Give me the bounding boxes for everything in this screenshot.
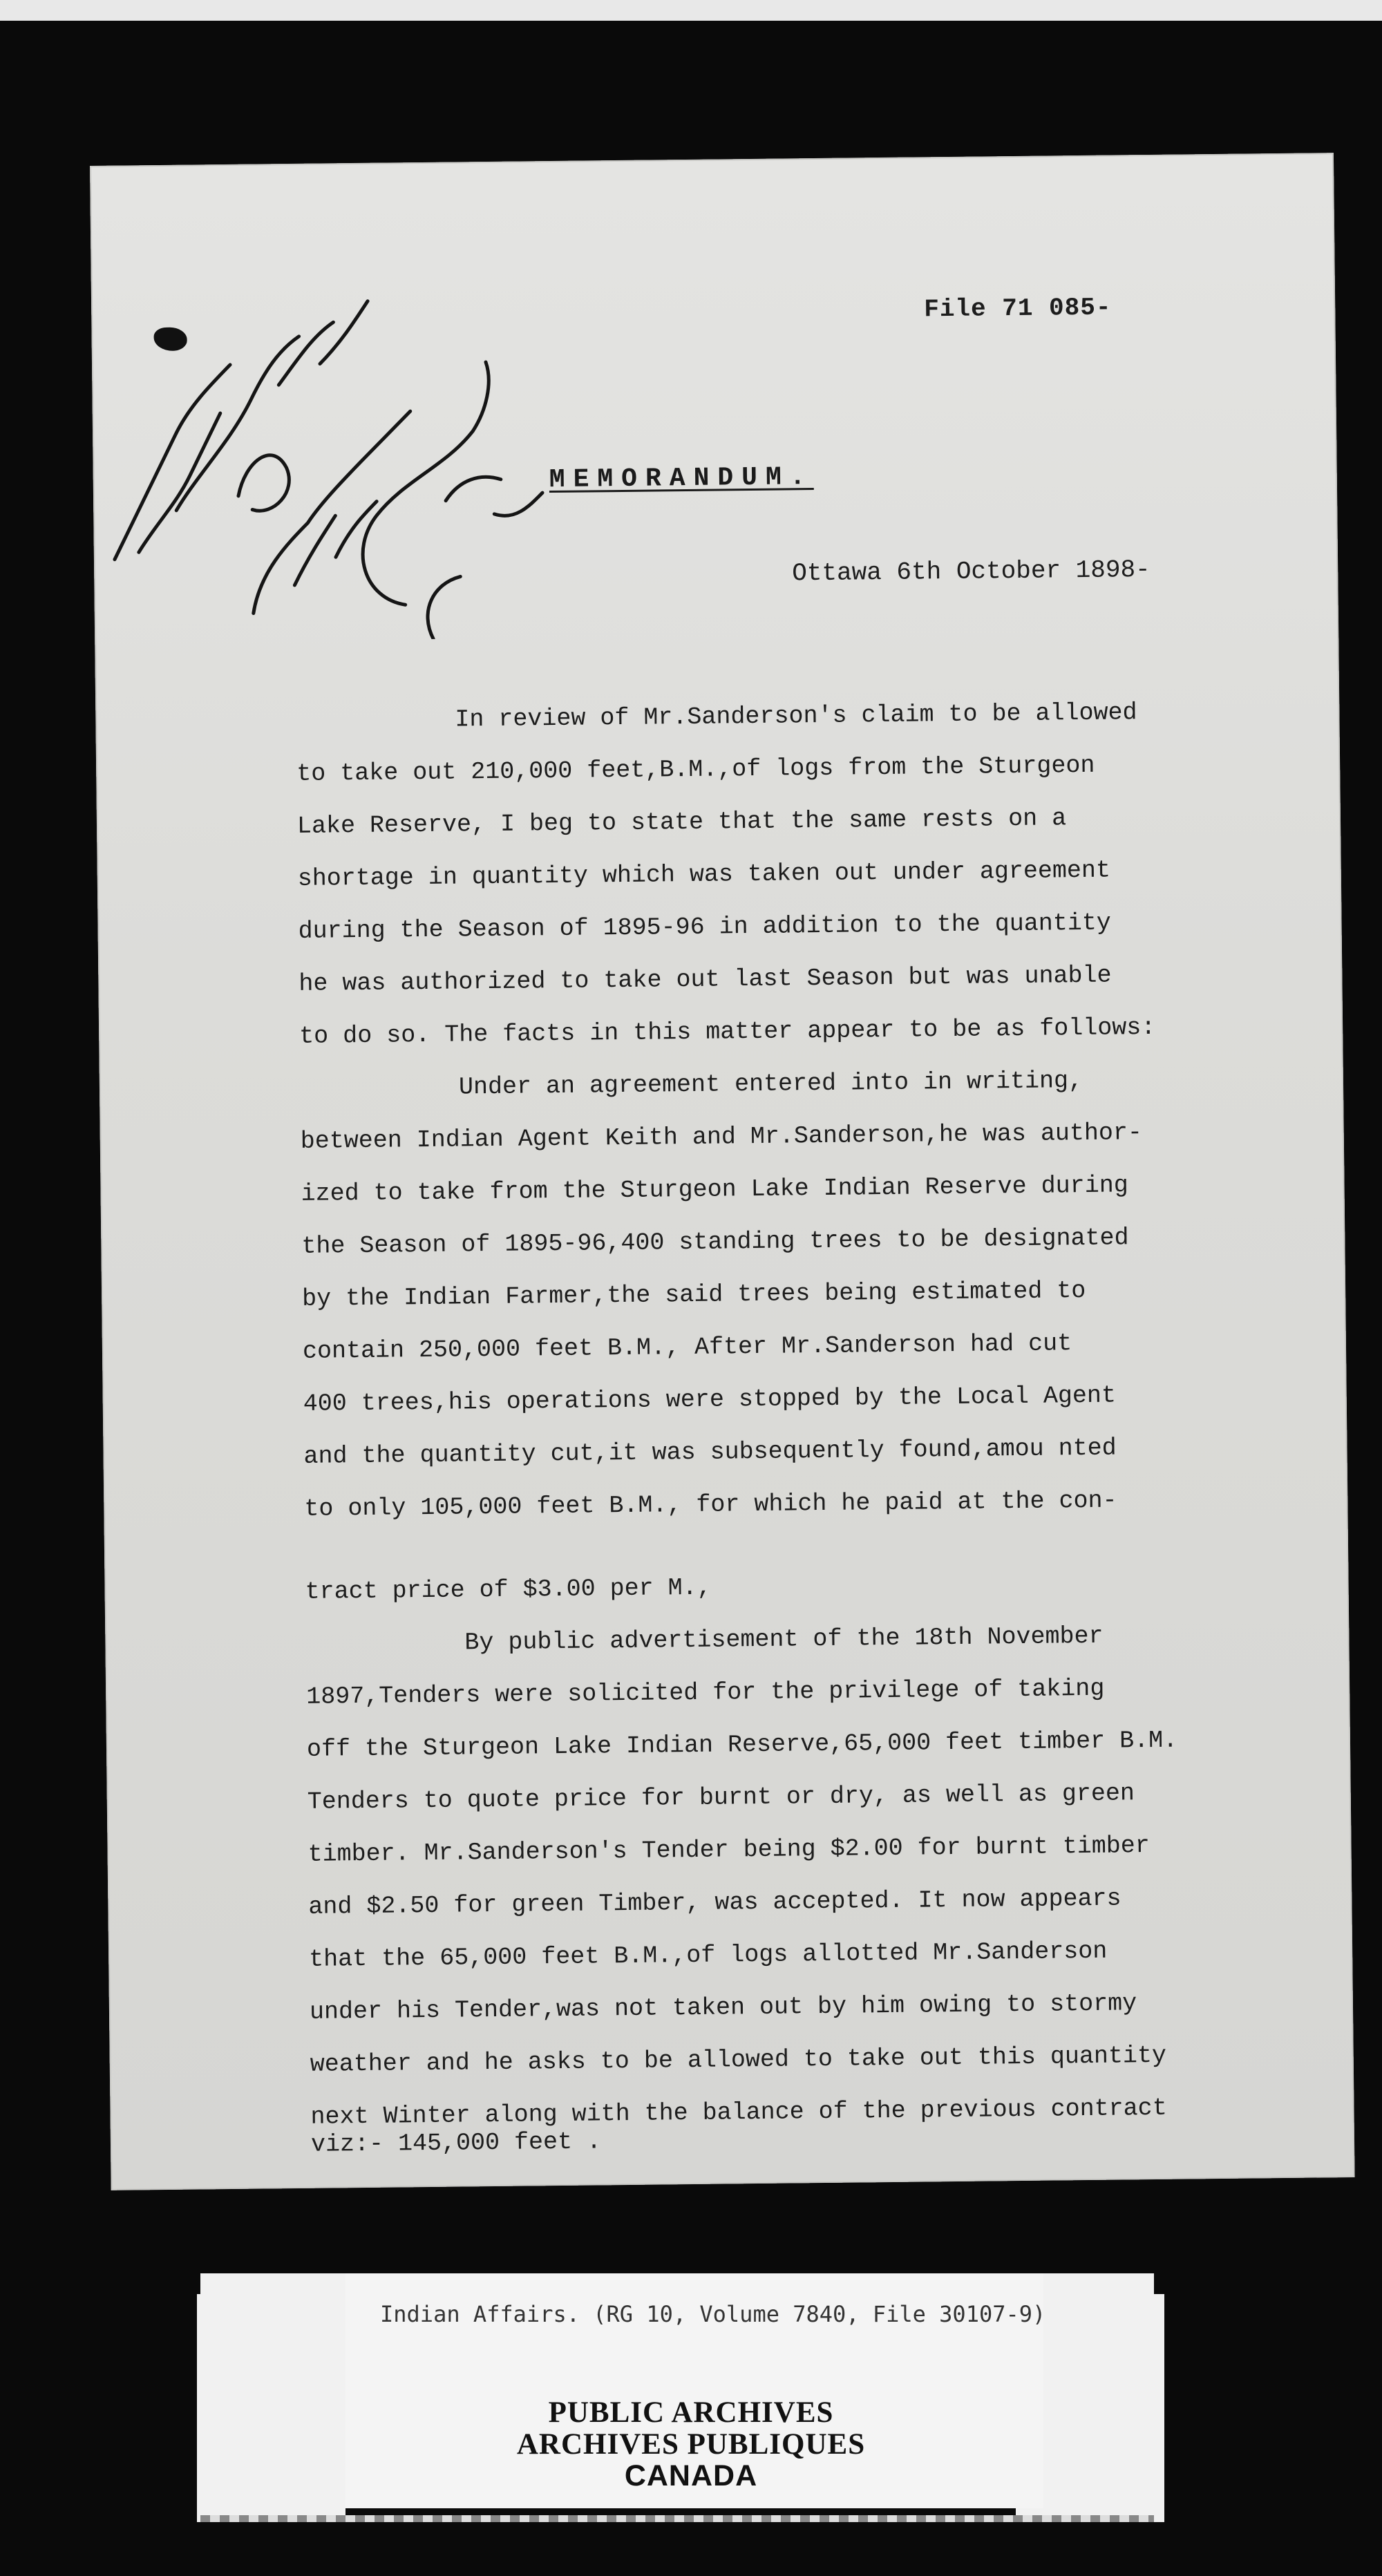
file-number: File 71 085- <box>924 293 1112 324</box>
text-line: Tenders to quote price for burnt or dry, as well as green <box>307 1779 1135 1816</box>
text-line: Lake Reserve, I beg to state that the same rests on a <box>296 804 1067 840</box>
archive-line-1: PUBLIC ARCHIVES <box>548 2396 834 2429</box>
text-line: shortage in quantity which was taken out under agreement <box>297 856 1111 893</box>
handwritten-annotation <box>70 223 558 643</box>
text-line: 400 trees,his operations were stopped by the Local Agent <box>303 1381 1117 1418</box>
text-line: Under an agreement entered into in writing, <box>458 1067 1083 1101</box>
memo-body <box>296 699 1299 2186</box>
text-line: timber. Mr.Sanderson's Tender being $2.00 for burnt timber <box>307 1832 1150 1868</box>
text-line: By public advertisement of the 18th November <box>464 1622 1104 1657</box>
text-line: weather and he asks to be allowed to take out this quantity <box>310 2041 1167 2078</box>
memo-title: MEMORANDUM. <box>549 462 814 495</box>
archive-reference: Indian Affairs. (RG 10, Volume 7840, File 30107-9) <box>380 2301 1046 2327</box>
text-line: ized to take from the Sturgeon Lake Indian Reserve during <box>301 1171 1128 1208</box>
text-line: 1897,Tenders were solicited for the privilege of taking <box>306 1674 1105 1711</box>
text-line: to take out 210,000 feet,B.M.,of logs from the Sturgeon <box>296 751 1095 788</box>
text-line: he was authorized to take out last Season but was unable <box>299 961 1112 998</box>
text-line: during the Season of 1895-96 in addition to the quantity <box>298 909 1111 945</box>
text-line: between Indian Agent Keith and Mr.Sanderson,he was author- <box>300 1119 1143 1155</box>
memo-date: Ottawa 6th October 1898- <box>792 555 1151 588</box>
archive-line-2: ARCHIVES PUBLIQUES <box>516 2428 866 2461</box>
text-line: the Season of 1895-96,400 standing trees to be designated <box>301 1224 1129 1260</box>
text-line: to only 105,000 feet B.M., for which he paid at the con- <box>304 1486 1117 1523</box>
text-line: contain 250,000 feet B.M., After Mr.Sanderson had cut <box>302 1329 1072 1365</box>
label-bottom-strip <box>200 2515 1154 2522</box>
text-line: that the 65,000 feet B.M.,of logs allotted Mr.Sanderson <box>308 1937 1108 1973</box>
film-frame-top <box>0 0 1382 21</box>
text-line: and $2.50 for green Timber, was accepted. It now appears <box>308 1884 1121 1921</box>
text-line: to do so. The facts in this matter appear to be as follows: <box>299 1013 1156 1050</box>
text-line: by the Indian Farmer,the said trees being estimated to <box>301 1276 1086 1313</box>
text-line: off the Sturgeon Lake Indian Reserve,65,000 feet timber B.M. <box>306 1726 1178 1763</box>
text-line: under his Tender,was not taken out by him owing to stormy <box>309 1989 1137 2026</box>
memorandum-page <box>90 153 1355 2190</box>
text-line: tract price of $3.00 per M., <box>305 1573 712 1606</box>
archive-label-tab-left <box>197 2294 346 2522</box>
archive-stamp <box>415 2398 967 2493</box>
archive-line-3: CANADA <box>624 2459 758 2492</box>
text-line: viz:- 145,000 feet . <box>310 2128 602 2159</box>
text-line: and the quantity cut,it was subsequently found,amou nted <box>303 1434 1117 1470</box>
text-line: In review of Mr.Sanderson's claim to be allowed <box>455 699 1137 734</box>
text-line: next Winter along with the balance of the previous contract <box>310 2094 1167 2131</box>
